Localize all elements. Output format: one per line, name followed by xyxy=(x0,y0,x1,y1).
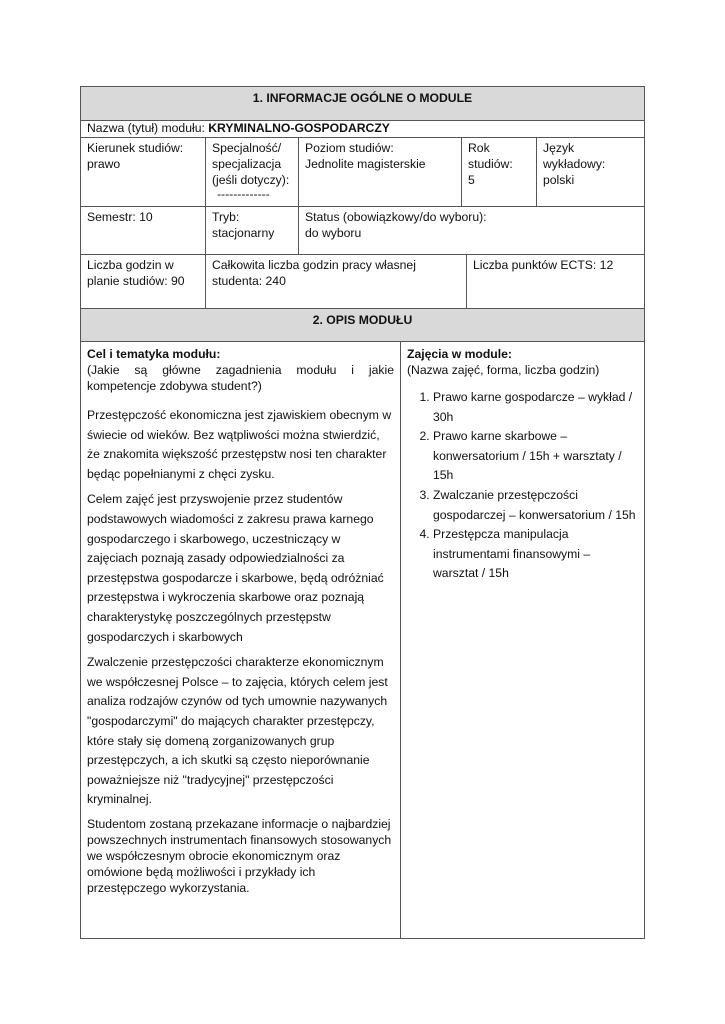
description-left xyxy=(81,342,400,938)
rok-cell xyxy=(461,138,536,206)
rok-value: 5 xyxy=(468,173,475,187)
module-name-cell xyxy=(81,121,644,137)
section2-header xyxy=(80,308,645,341)
specjalnosc-cell xyxy=(205,138,298,206)
zajecia-heading: Zajęcia w module: xyxy=(407,347,512,361)
status-label: Status (obowiązkowy/do wyboru): xyxy=(305,210,487,224)
semestr-cell xyxy=(81,207,205,254)
kierunek-label: Kierunek studiów: xyxy=(87,141,184,155)
specjalnosc-line2: specjalizacja xyxy=(212,157,282,171)
status-value: do wyboru xyxy=(305,226,362,240)
module-name-row xyxy=(80,120,645,137)
praca-cell xyxy=(205,255,466,308)
godziny-line2: planie studiów: 90 xyxy=(87,274,185,288)
description-row xyxy=(80,341,645,939)
ects-cell xyxy=(466,255,644,308)
specjalnosc-line1: Specjalność/ xyxy=(212,141,282,155)
description-right xyxy=(400,342,644,938)
hours-row xyxy=(80,254,645,308)
specjalnosc-line4: ------------- xyxy=(217,187,270,201)
status-cell xyxy=(298,207,644,254)
section1-header xyxy=(80,86,645,120)
list-item: 2. Prawo karne skarbowe – konwersatorium / 15h + warsztaty / 15h xyxy=(433,427,638,486)
cel-paragraph-2: Celem zajęć jest przyswojenie przez studentów podstawowych wiadomości z zakresu prawa karnego gospodarczego i skarbowego, uczestniczący w zajęciach poznają zasady odpowiedzialności za przestępstwa gospodarcze i skarbowe, będą odróżniać przestępstwa i wykroczenia skarbowe oraz poznają charakterystykę poszczególnych przestępstw gospodarczych i skarbowych xyxy=(87,492,384,644)
jezyk-label: Język wykładowy: xyxy=(543,141,606,171)
cel-subheading: (Jakie są główne zagadnienia modułu i jakie kompetencje zdobywa student?) xyxy=(87,363,394,393)
jezyk-cell xyxy=(536,138,644,206)
cel-paragraph-1: Przestępczość ekonomiczna jest zjawiskiem obecnym w świecie od wieków. Bez wątpliwości można stwierdzić, że znakomita większość przestępstw nosi ten charakter będąc popełnianymi z chęci zysku. xyxy=(87,408,392,481)
jezyk-value: polski xyxy=(543,173,575,187)
cel-heading: Cel i tematyka modułu: xyxy=(87,347,221,361)
module-info-table xyxy=(80,86,645,939)
specjalnosc-line3: (jeśli dotyczy): xyxy=(212,173,290,187)
cel-paragraph-3: Zwalczenie przestępczości charakterze ekonomicznym we współczesnej Polsce – to zajęcia, których celem jest analiza rodzajów czynów od tych umownie nazywanych "gospodarczymi" do mających charakter przestępczy, które stały się domeną zorganizowanych grup przestępczych, a ich skutki są często nieporównanie poważniejsze niż "tradycyjnej" przestępczości kryminalnej. xyxy=(87,655,388,807)
praca-line2: studenta: 240 xyxy=(212,274,286,288)
module-name-value: KRYMINALNO-GOSPODARCZY xyxy=(208,121,390,135)
tryb-cell xyxy=(205,207,298,254)
poziom-cell xyxy=(298,138,461,206)
list-item: 1. Prawo karne gospodarcze – wykład / 30h xyxy=(433,388,638,427)
list-item: 4. Przestępcza manipulacja instrumentami finansowymi – warsztat / 15h xyxy=(433,525,638,584)
cel-paragraph-4: Studentom zostaną przekazane informacje o najbardziej powszechnych instrumentach finansowych stosowanych we współczesnym obrocie ekonomicznym oraz omówione będą możliwości i przykłady ich przestępczego wykorzystania. xyxy=(87,816,392,895)
godziny-line1: Liczba godzin w xyxy=(87,258,174,272)
rok-line1: Rok xyxy=(468,141,490,155)
section2-title: 2. OPIS MODUŁU xyxy=(312,313,413,327)
semestr-value: Semestr: 10 xyxy=(87,210,153,224)
godziny-cell xyxy=(81,255,205,308)
zajecia-list xyxy=(407,388,638,584)
tryb-value: stacjonarny xyxy=(212,226,275,240)
kierunek-cell xyxy=(81,138,205,206)
kierunek-value: prawo xyxy=(87,157,121,171)
tryb-label: Tryb: xyxy=(212,210,240,224)
section1-title: 1. INFORMACJE OGÓLNE O MODULE xyxy=(252,91,473,105)
poziom-label: Poziom studiów: xyxy=(305,141,394,155)
zajecia-subheading: (Nazwa zajęć, forma, liczba godzin) xyxy=(407,363,600,377)
praca-line1: Całkowita liczba godzin pracy własnej xyxy=(212,258,416,272)
rok-line2: studiów: xyxy=(468,157,513,171)
fields-row xyxy=(80,137,645,206)
ects-value: Liczba punktów ECTS: 12 xyxy=(473,258,614,272)
poziom-value: Jednolite magisterskie xyxy=(305,157,426,171)
module-name-label: Nazwa (tytuł) modułu: xyxy=(87,121,205,135)
semester-row xyxy=(80,206,645,254)
list-item: 3. Zwalczanie przestępczości gospodarczej – konwersatorium / 15h xyxy=(433,486,638,525)
